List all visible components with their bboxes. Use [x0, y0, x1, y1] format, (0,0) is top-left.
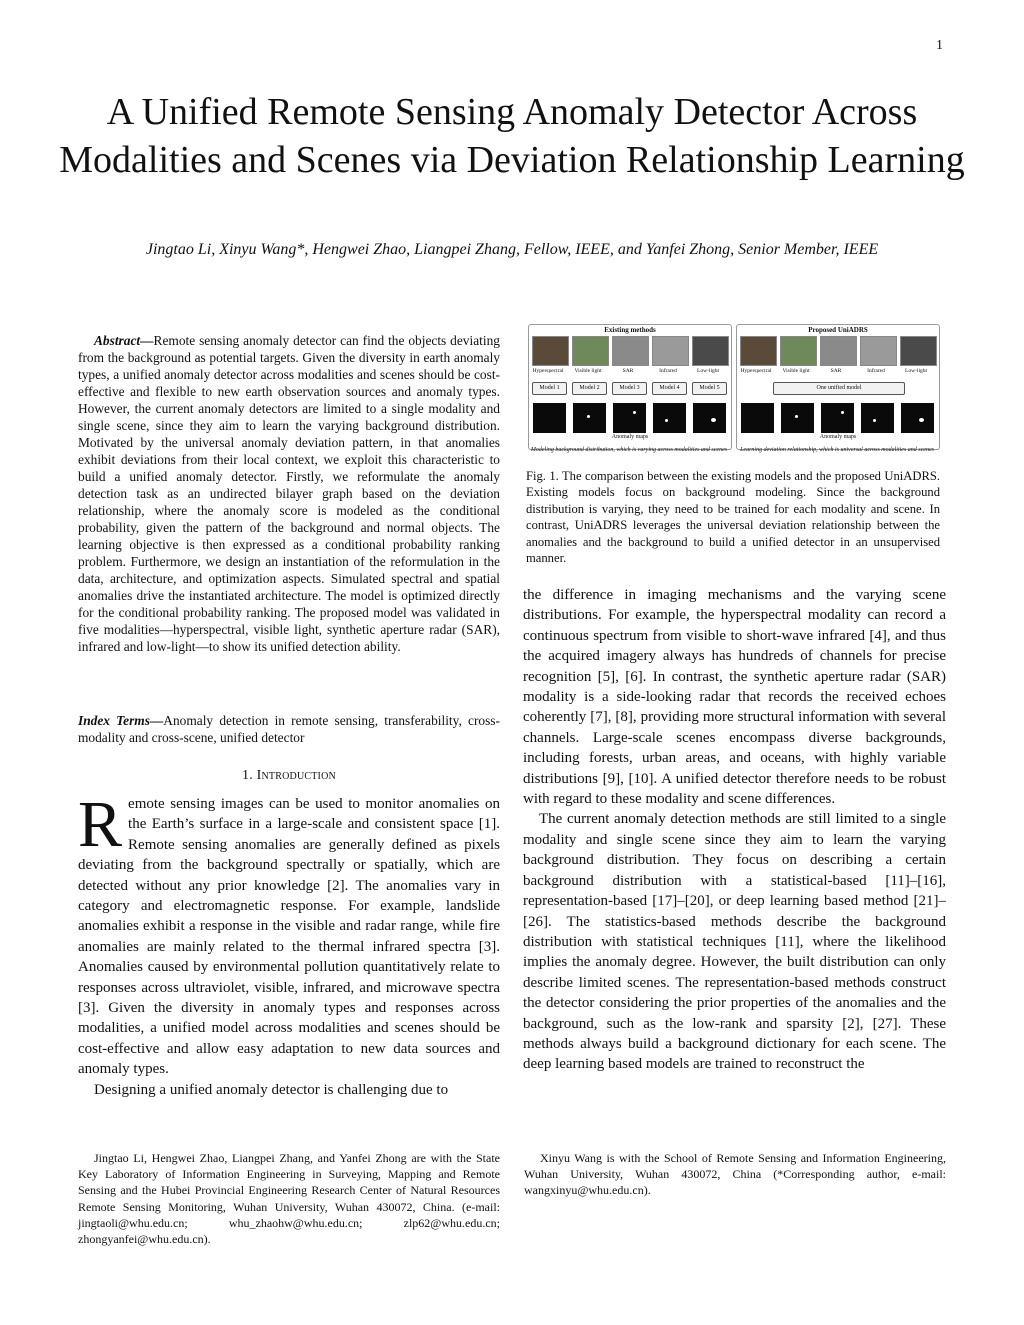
- footnote-left-text: Jingtao Li, Hengwei Zhao, Liangpei Zhang, and Yanfei Zhong are with the State Key Laboratory of Information Engineering in Surveying, Mapping and Remote Sensing and the Hubei Provincial Engineering Research Center of Natural Resources Remote Sensing Monitoring, Wuhan University, Wuhan 430072, China. (e-mail: jingtaoli@whu.edu.cn; whu_zhaohw@whu.edu.cn; zlp62@whu.edu.cn; zhongyanfei@whu.edu.cn).: [78, 1151, 500, 1247]
- anomaly-map: [781, 403, 814, 433]
- modality-label: SAR: [830, 368, 842, 374]
- abstract-text: Remote sensing anomaly detector can find the objects deviating from the background as potential targets. Given the diversity in earth anomaly types, a unified anomaly detector across modalities and scenes should be cost-effective and flexible to new earth observation sources and anomaly types. However, the current anomaly detectors are limited to a single modality and single scene, since they aim to learn the varying background distribution. Motivated by the universal anomaly deviation pattern, in that anomalies exhibit deviations from their local context, we exploit this characteristic to build a unified anomaly detector. Firstly, we reformulate the anomaly detection task as an undirected bilayer graph based on the deviation relationship, where the anomaly score is modeled as the conditional probability, given the pattern of the background and normal objects. The learning objective is then expressed as a conditional probability ranking problem. Furthermore, we design an instantiation of the reformulation in the data, architecture, and optimization aspects. Simulated spectral and spatial anomalies drive the instantiated architecture. The model is optimized directly for the conditional probability ranking. The proposed model was validated in five modalities—hyperspectral, visible light, synthetic aperture radar (SAR), infrared and low-light—to show its unified detection ability.: [78, 333, 500, 654]
- modality-label: Infrared: [659, 368, 677, 374]
- anomaly-maps-label: Anomaly maps: [819, 434, 857, 440]
- model-box: Model 2: [572, 382, 607, 395]
- abstract: [78, 332, 500, 655]
- modality-label: Visible light: [574, 368, 602, 374]
- section-heading: 1. Introduction: [242, 768, 336, 783]
- lowlight-thumbnail: [900, 336, 937, 366]
- anomaly-map: [693, 403, 726, 433]
- index-terms-text: Anomaly detection in remote sensing, transferability, cross-modality and cross-scene, unified detector: [78, 713, 500, 745]
- hyperspectral-thumbnail: [740, 336, 777, 366]
- intro-text: [78, 788, 500, 1100]
- index-terms-lead: Index Terms—: [78, 713, 164, 728]
- right-paragraph-1: the difference in imaging mechanisms and the varying scene distributions. For example, the hyperspectral modality can record a continuous spectrum from visible to short-wave infrared [4], and thus the acquired imagery always has hundreds of channels for precise recognition [5], [6]. In contrast, the synthetic aperture radar (SAR) modality is a side-looking radar that records the received echoes coherently [7], [8], providing more structural information with several channels. Large-scale scenes encompass diverse backgrounds, including forests, urban areas, and oceans, with highly variable distributions [9], [10]. A unified detector therefore needs to be robust with regard to these modality and scene differences.: [523, 587, 946, 808]
- anomaly-map: [741, 403, 774, 433]
- model-box: Model 3: [612, 382, 647, 395]
- visible-thumbnail: [780, 336, 817, 366]
- modality-label: Hyperspectral: [740, 368, 772, 374]
- modality-label: Hyperspectral: [532, 368, 564, 374]
- page-number: 1: [936, 38, 943, 53]
- index-terms: [78, 712, 500, 746]
- drop-cap: R: [78, 788, 123, 861]
- model-box: Model 5: [692, 382, 727, 395]
- anomaly-map: [901, 403, 934, 433]
- hyperspectral-thumbnail: [532, 336, 569, 366]
- figure-1: [528, 322, 940, 458]
- modality-thumbnails-left: [532, 336, 728, 366]
- panel-title-existing: Existing methods: [604, 326, 656, 334]
- sar-thumbnail: [612, 336, 649, 366]
- existing-methods-panel: [528, 324, 732, 450]
- anomaly-map: [613, 403, 646, 433]
- modality-label: Visible light: [782, 368, 810, 374]
- anomaly-map: [573, 403, 606, 433]
- footnote-right-text: Xinyu Wang is with the School of Remote Sensing and Information Engineering, Wuhan University, Wuhan 430072, China (*Corresponding author, e-mail: wangxinyu@whu.edu.cn).: [524, 1151, 946, 1198]
- figure-caption: Fig. 1. The comparison between the existing models and the proposed UniADRS. Existing models focus on background modeling. Since the background distribution is varying, they need to be trained for each modality and scene. In contrast, UniADRS leverages the universal deviation relationship between the anomalies and the background to build a unified detector in an unsupervised manner.: [526, 469, 940, 566]
- infrared-thumbnail: [860, 336, 897, 366]
- modality-label: Low-light: [697, 368, 719, 374]
- infrared-thumbnail: [652, 336, 689, 366]
- unified-model-box: One unified model: [773, 382, 905, 395]
- anomaly-map: [533, 403, 566, 433]
- figure-note-right: Learning deviation relationship, which is universal across modalities and scenes: [740, 447, 934, 453]
- anomaly-map: [821, 403, 854, 433]
- modality-label: Infrared: [867, 368, 885, 374]
- model-box: Model 4: [652, 382, 687, 395]
- lowlight-thumbnail: [692, 336, 729, 366]
- proposed-panel: [736, 324, 940, 450]
- visible-thumbnail: [572, 336, 609, 366]
- abstract-lead: Abstract—: [94, 333, 154, 348]
- anomaly-maps-label: Anomaly maps: [611, 434, 649, 440]
- anomaly-map: [861, 403, 894, 433]
- intro-paragraph-1: emote sensing images can be used to monitor anomalies on the Earth’s surface in a large-scale and consistent space [1]. Remote sensing anomalies are generally defined as pixels deviating from the background spectrally or spatially, which are detected without any prior knowledge [2]. The anomalies vary in category and electromagnetic response. For example, landslide anomalies exhibit a response in the visible and radar range, while fire anomalies are mainly related to the thermal infrared spectra [3]. Anomalies caused by environmental pollution quantitatively relate to responses across ultraviolet, visible, infrared, and microwave spectra [3]. Given the diversity in anomaly types and responses across modalities, a unified model across modalities and scenes should be cost-effective and allow easy adaptation to new data sources and anomaly types.: [78, 796, 500, 1078]
- anomaly-map: [653, 403, 686, 433]
- figure-note-left: Modeling background distribution, which is varying across modalities and scenes: [530, 447, 728, 453]
- modality-label: SAR: [622, 368, 634, 374]
- model-box: Model 1: [532, 382, 567, 395]
- footnote-left: [78, 1150, 500, 1247]
- modality-label: Low-light: [905, 368, 927, 374]
- right-paragraph-2: The current anomaly detection methods are still limited to a single modality and single scene since they aim to learn the varying background distribution. They focus on describing a certain background distribution with a statistical-based [11]–[16], representation-based [17]–[20], or deep learning based method [21]–[26]. The statistics-based methods describe the background distribution with statistical techniques [11], where the likelihood implies the anomaly degree. However, the built distribution can only describe limited scenes. The representation-based methods construct the detector considering the prior properties of the anomalies and the background, such as the low-rank and sparsity [2], [27]. These methods always build a background dictionary for each scene. The deep learning based models are trained to reconstruct the: [523, 811, 946, 1073]
- intro-paragraph-2: Designing a unified anomaly detector is challenging due to: [94, 1081, 449, 1098]
- sar-thumbnail: [820, 336, 857, 366]
- right-column-text: [523, 585, 946, 1075]
- paper-title: A Unified Remote Sensing Anomaly Detector Across Modalities and Scenes via Deviation Relationship Learning: [59, 91, 965, 181]
- panel-title-proposed: Proposed UniADRS: [808, 326, 868, 334]
- modality-thumbnails-right: [740, 336, 936, 366]
- footnote-right: [524, 1150, 946, 1199]
- author-list: Jingtao Li, Xinyu Wang*, Hengwei Zhao, Liangpei Zhang, Fellow, IEEE, and Yanfei Zhong, Senior Member, IEEE: [145, 241, 879, 258]
